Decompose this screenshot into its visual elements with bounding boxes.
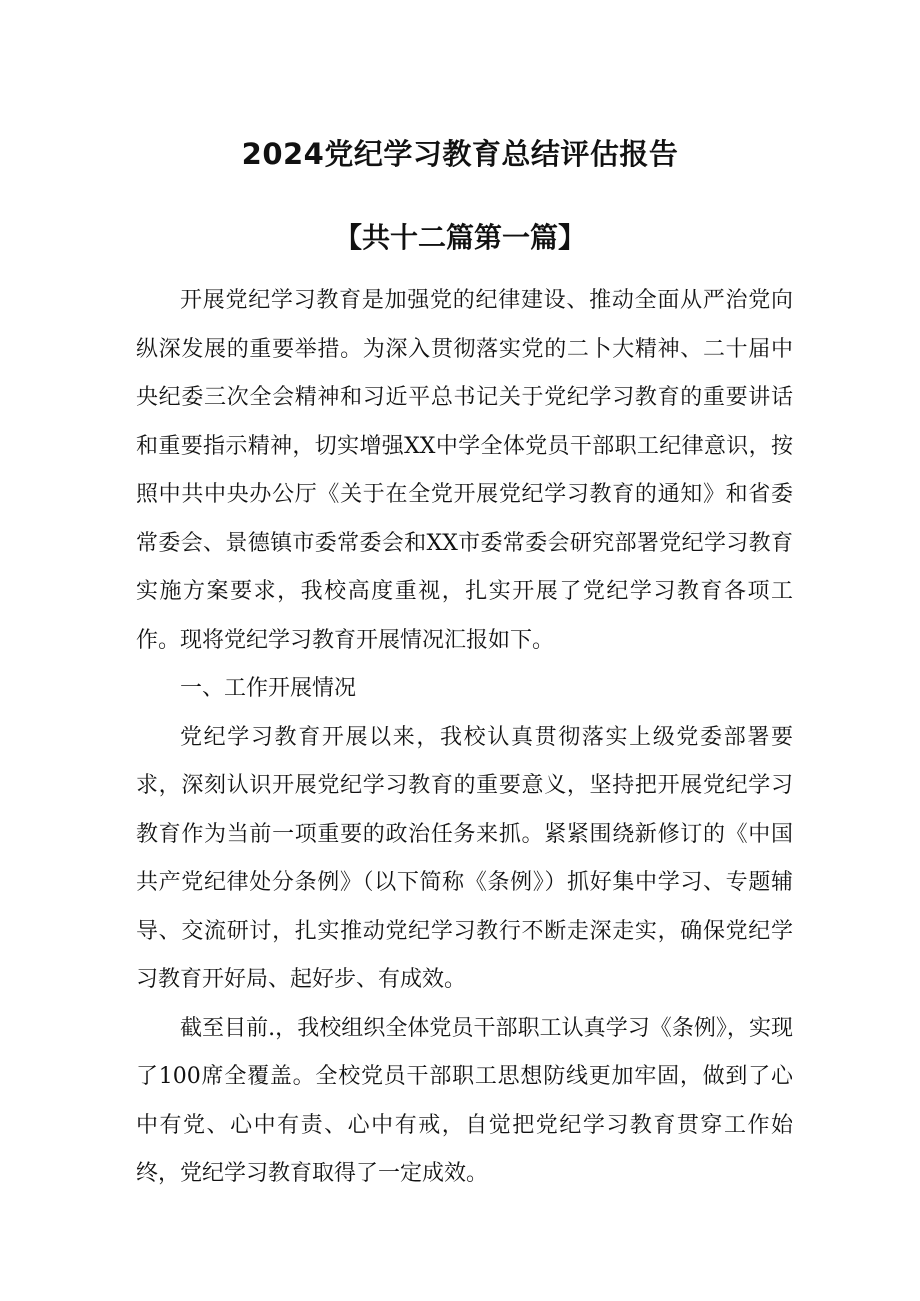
paragraph-progress: 截至目前.，我校组织全体党员干部职工认真学习《条例》，实现了100席全覆盖。全校党员干部职工思想防线更加牢固，做到了心中有党、心中有责、心中有戒，自觉把党纪学习教育贯穿工作始终，党纪学习教育取得了一定成效。 [136, 1015, 793, 1186]
paragraph-intro: 开展党纪学习教育是加强党的纪律建设、推动全面从严治党向纵深发展的重要举措。为深入贯彻落实党的二卜大精神、二十届中央纪委三次全会精神和习近平总书记关于党纪学习教育的重要讲话和重要指示精神，切实增强XX中学全体党员干部职工纪律意识，按照中共中央办公厅《关于在全党开展党纪学习教育的通知》和省委常委会、景德镇市委常委会和XX市委常委会研究部署党纪学习教育实施方案要求，我校高度重视，扎实开展了党纪学习教育各项工作。现将党纪学习教育开展情况汇报如下。 [136, 288, 793, 653]
document-title: 2024党纪学习教育总结评估报告 [241, 137, 679, 171]
paragraph-work-status: 党纪学习教育开展以来，我校认真贯彻落实上级党委部署要求，深刻认识开展党纪学习教育的重要意义，坚持把开展党纪学习教育作为当前一项重要的政治任务来抓。紧紧围绕新修订的《中国共产党纪律处分条例》（以下简称《条例》）抓好集中学习、专题辅导、交流研讨，扎实推动党纪学习教行不断走深走实，确保党纪学习教育开好局、起好步、有成效。 [136, 724, 793, 992]
document-subtitle: 【共十二篇第一篇】 [333, 221, 586, 254]
section-heading: 一、工作开展情况 [180, 676, 357, 701]
document-body [136, 277, 793, 1199]
